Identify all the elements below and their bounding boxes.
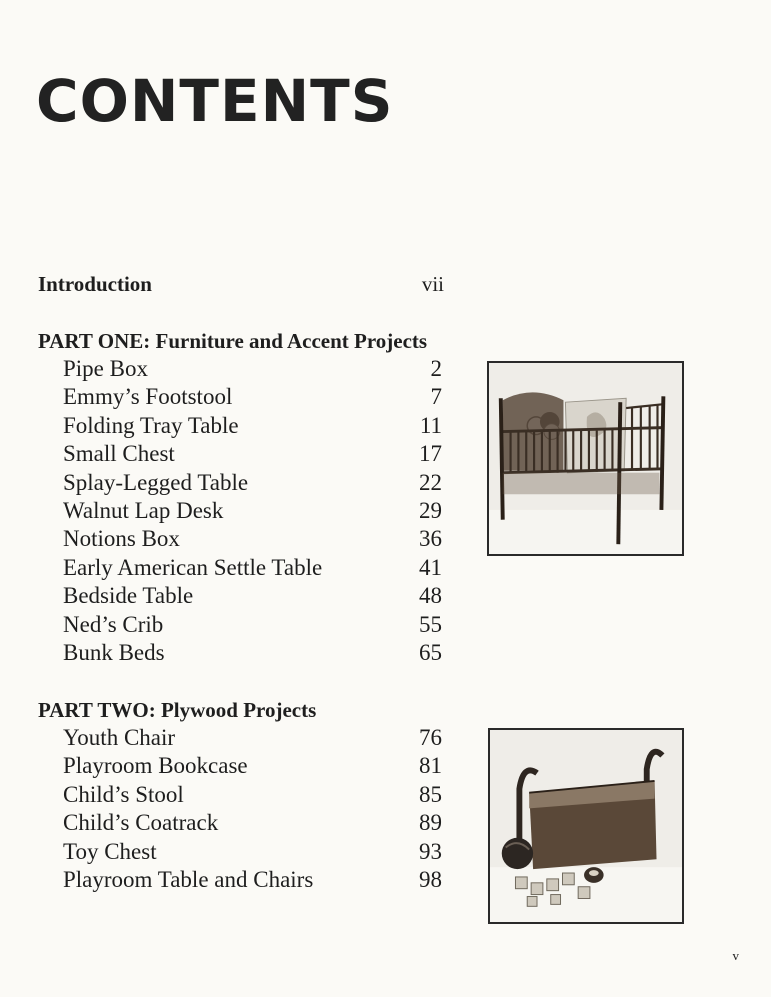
toc-entry-page: 22 — [419, 469, 442, 495]
toc-entry-introduction[interactable] — [38, 272, 444, 297]
toc-entry[interactable] — [63, 582, 442, 610]
toc-entry[interactable] — [63, 554, 442, 582]
toc-entry-page: 11 — [419, 412, 442, 438]
toc-entry-label: Splay-Legged Table — [63, 469, 249, 495]
toc-entry[interactable] — [63, 866, 442, 894]
toc-entry-page: 48 — [419, 583, 442, 609]
toc-entry-page: 7 — [430, 384, 442, 410]
toc-entry[interactable] — [63, 497, 442, 525]
toc-entry-page: 85 — [419, 781, 442, 807]
toc-entry[interactable] — [63, 724, 442, 752]
toc-entry[interactable] — [63, 383, 442, 411]
page-title: CONTENTS — [36, 67, 394, 135]
toc-entry-page: 36 — [419, 526, 442, 552]
toc-entry-page: 65 — [419, 639, 442, 665]
toc-entry-label: Small Chest — [63, 441, 175, 467]
toc-entry-label: Emmy’s Footstool — [63, 384, 233, 410]
toc-entry-page: vii — [421, 272, 444, 296]
toc-entry-label: Pipe Box — [63, 356, 148, 381]
toc-entry[interactable] — [63, 469, 442, 497]
toc-entry-label: Youth Chair — [63, 725, 176, 750]
toc-entry-label: Toy Chest — [63, 838, 157, 864]
toc-entry-label: Walnut Lap Desk — [63, 497, 224, 523]
toc-entry-page: 76 — [419, 725, 442, 750]
toc-entry-page: 2 — [430, 356, 442, 381]
toc-entry-label: Folding Tray Table — [63, 412, 239, 438]
toc-entry-label: Child’s Coatrack — [63, 810, 219, 836]
toc-entry-label: Bedside Table — [63, 583, 194, 609]
toc-entry[interactable] — [63, 639, 442, 667]
toc-entry-page: 81 — [419, 753, 442, 779]
toc-entry-label: Bunk Beds — [63, 639, 165, 665]
toc-entry-label: Ned’s Crib — [63, 611, 164, 637]
toc-entry[interactable] — [63, 809, 442, 837]
toc-entry[interactable] — [63, 838, 442, 866]
toy-chest-illustration — [490, 730, 682, 922]
toc-entry-page: 98 — [419, 866, 442, 892]
toc-entry-label: Child’s Stool — [63, 781, 184, 807]
part-one-list — [63, 355, 442, 667]
toc-entry[interactable] — [63, 525, 442, 553]
toc-entry[interactable] — [63, 355, 442, 383]
toc-entry[interactable] — [63, 412, 442, 440]
part-two-heading: PART TWO: Plywood Projects — [38, 698, 317, 722]
part-two-list — [63, 724, 442, 894]
toc-entry-page: 93 — [419, 838, 442, 864]
toc-entry-page: 55 — [419, 611, 442, 637]
toc-entry[interactable] — [63, 752, 442, 780]
toc-entry-page: 17 — [419, 441, 442, 467]
toc-entry-page: 89 — [419, 810, 442, 836]
toc-entry[interactable] — [63, 440, 442, 468]
toc-entry-label: Notions Box — [63, 526, 180, 552]
crib-illustration — [489, 363, 682, 554]
page-number: v — [732, 948, 739, 963]
toc-entry[interactable] — [63, 781, 442, 809]
part-one-heading: PART ONE: Furniture and Accent Projects — [38, 329, 428, 353]
crib-photo — [487, 361, 684, 556]
toc-entry-page: 41 — [419, 554, 442, 580]
toc-entry-page: 29 — [419, 497, 442, 523]
toy-chest-photo — [488, 728, 684, 924]
toc-entry-label: Playroom Table and Chairs — [63, 866, 314, 892]
toc-entry[interactable] — [63, 611, 442, 639]
toc-entry-label: Introduction — [38, 272, 152, 296]
toc-entry-label: Playroom Bookcase — [63, 753, 248, 779]
toc-entry-label: Early American Settle Table — [63, 554, 323, 580]
